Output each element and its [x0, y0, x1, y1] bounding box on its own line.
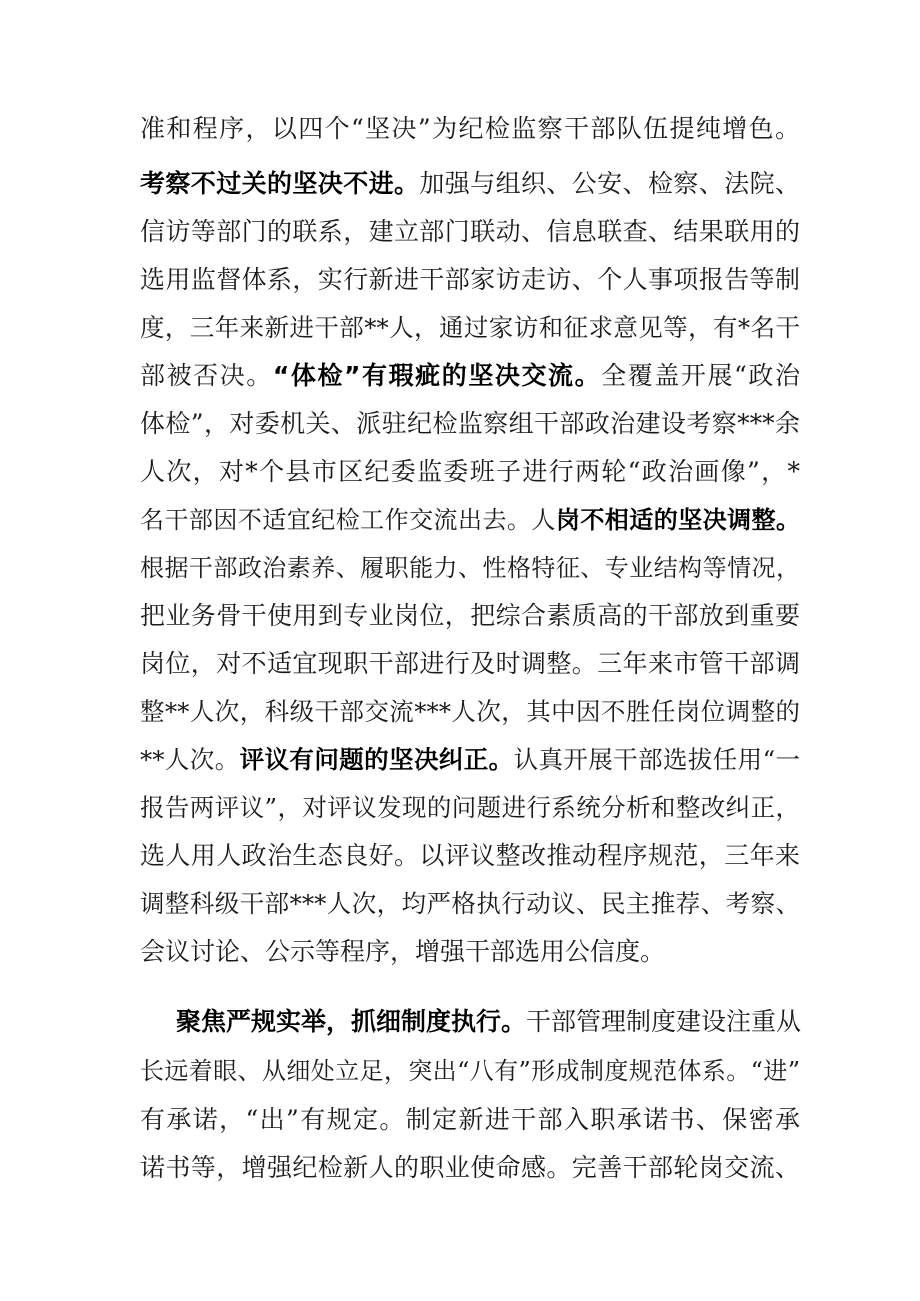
- text-line: 名干部因不适宜纪检工作交流出去。人岗不相适的坚决调整。: [140, 506, 801, 534]
- text-line: 调整科级干部***人次，均严格执行动议、民主推荐、考察、: [140, 889, 800, 918]
- paragraph-first-line: 聚焦严规实举，抓细制度执行。干部管理制度建设注重从: [176, 1007, 802, 1036]
- bold-heading: 岗不相适的坚决调整。: [555, 506, 801, 534]
- bold-heading: 评议有问题的坚决纠正。: [239, 745, 514, 774]
- text-line: 准和程序，以四个“坚决”为纪检监察干部队伍提纯增色。: [140, 114, 800, 143]
- bold-heading: “体检”有瑕疵的坚决交流。: [272, 361, 602, 390]
- text-line: 考察不过关的坚决不进。加强与组织、公安、检察、法院、: [140, 169, 800, 198]
- text-line: 把业务骨干使用到专业岗位，把综合素质高的干部放到重要: [140, 601, 800, 630]
- text-line: 诺书等，增强纪检新人的职业使命感。完善干部轮岗交流、: [140, 1153, 800, 1182]
- bold-heading: 聚焦严规实举，抓细制度执行。: [176, 1007, 527, 1036]
- text-line: 信访等部门的联系，建立部门联动、信息联查、结果联用的: [140, 217, 800, 246]
- text-line: 部被否决。“体检”有瑕疵的坚决交流。全覆盖开展“政治: [140, 361, 800, 390]
- text-line: 有承诺，“出”有规定。制定新进干部入职承诺书、保密承: [140, 1105, 800, 1134]
- text-line: 体检”，对委机关、派驻纪检监察组干部政治建设考察***余: [140, 409, 800, 438]
- text-line: 人次，对*个县市区纪委监委班子进行两轮“政治画像”，*: [140, 457, 800, 486]
- bold-heading: 考察不过关的坚决不进。: [140, 169, 420, 198]
- text-line: 岗位，对不适宜现职干部进行及时调整。三年来市管干部调: [140, 649, 800, 678]
- text-line: **人次。评议有问题的坚决纠正。认真开展干部选拔任用“一: [140, 745, 801, 774]
- text-line: 选人用人政治生态良好。以评议整改推动程序规范，三年来: [140, 841, 800, 870]
- text-line: 长远着眼、从细处立足，突出“八有”形成制度规范体系。“进”: [140, 1057, 800, 1085]
- text-line: 报告两评议”，对评议发现的问题进行系统分析和整改纠正，: [140, 793, 800, 822]
- text-line: 整**人次，科级干部交流***人次，其中因不胜任岗位调整的: [140, 697, 800, 726]
- text-line: 会议讨论、公示等程序，增强干部选用公信度。: [140, 937, 666, 966]
- text-line: 根据干部政治素养、履职能力、性格特征、专业结构等情况，: [140, 554, 800, 582]
- text-line: 度，三年来新进干部**人，通过家访和征求意见等，有*名干: [140, 313, 800, 342]
- text-line: 选用监督体系，实行新进干部家访走访、个人事项报告等制: [140, 265, 800, 294]
